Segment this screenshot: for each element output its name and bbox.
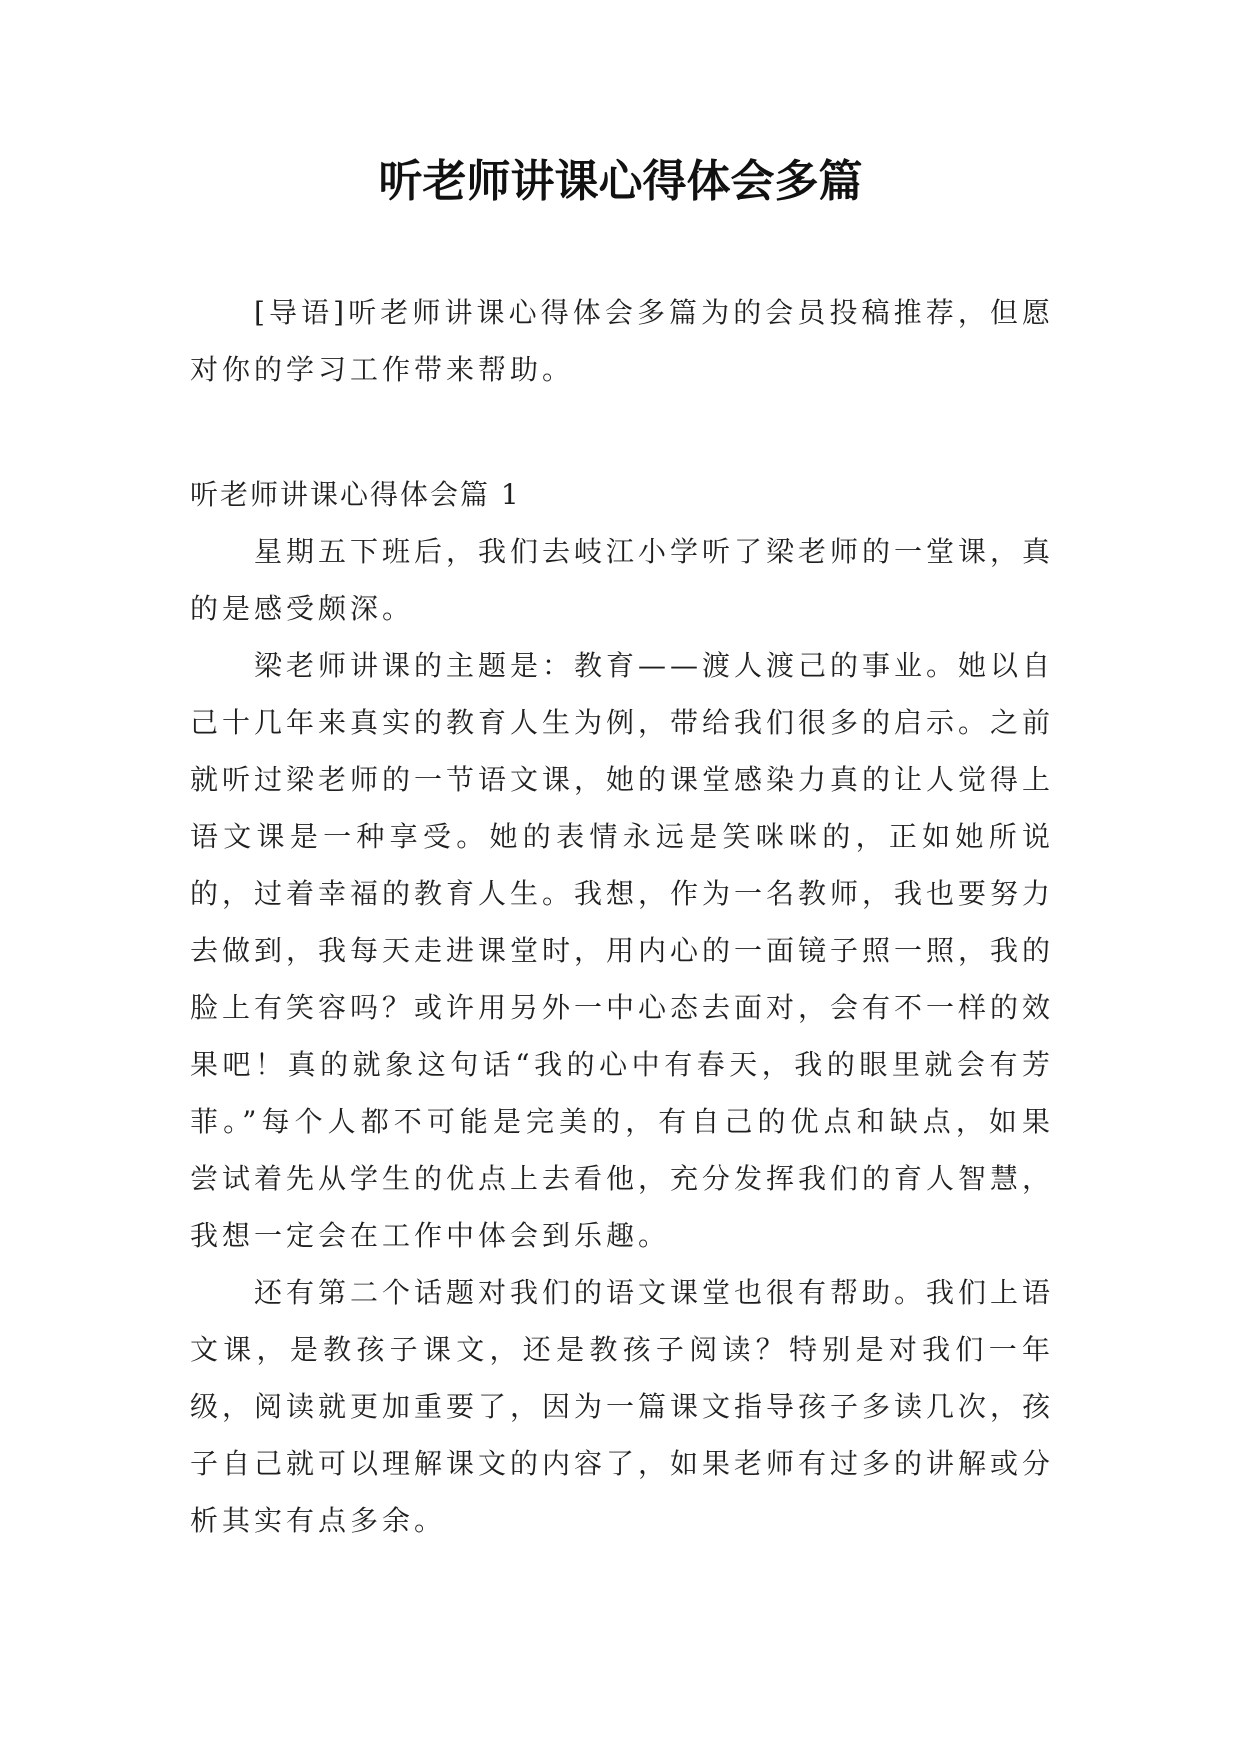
intro-text: [导语]听老师讲课心得体会多篇为的会员投稿推荐，但愿对你的学习工作带来帮助。 — [190, 296, 1054, 386]
document-title: 听老师讲课心得体会多篇 — [378, 156, 863, 207]
section-heading: 听老师讲课心得体会篇 1 — [190, 478, 521, 511]
paragraph-2: 梁老师讲课的主题是：教育——渡人渡己的事业。她以自己十几年来真实的教育人生为例，带给我们很多的启示。之前就听过梁老师的一节语文课，她的课堂感染力真的让人觉得上语文课是一种享受。她的表情永远是笑咪咪的，正如她所说的，过着幸福的教育人生。我想，作为一名教师，我也要努力去做到，我每天走进课堂时，用内心的一面镜子照一照，我的脸上有笑容吗？或许用另外一中心态去面对，会有不一样的效果吧！真的就象这句话“我的心中有春天，我的眼里就会有芳菲。”每个人都不可能是完美的，有自己的优点和缺点，如果尝试着先从学生的优点上去看他，充分发挥我们的育人智慧，我想一定会在工作中体会到乐趣。 — [190, 649, 1055, 1252]
intro-paragraph — [190, 284, 1054, 398]
paragraph-1: 星期五下班后，我们去岐江小学听了梁老师的一堂课，真的是感受颇深。 — [190, 535, 1055, 625]
main-body — [190, 523, 1054, 1549]
paragraph-3: 还有第二个话题对我们的语文课堂也很有帮助。我们上语文课，是教孩子课文，还是教孩子阅读？特别是对我们一年级，阅读就更加重要了，因为一篇课文指导孩子多读几次，孩子自己就可以理解课文的内容了，如果老师有过多的讲解或分析其实有点多余。 — [190, 1276, 1055, 1537]
